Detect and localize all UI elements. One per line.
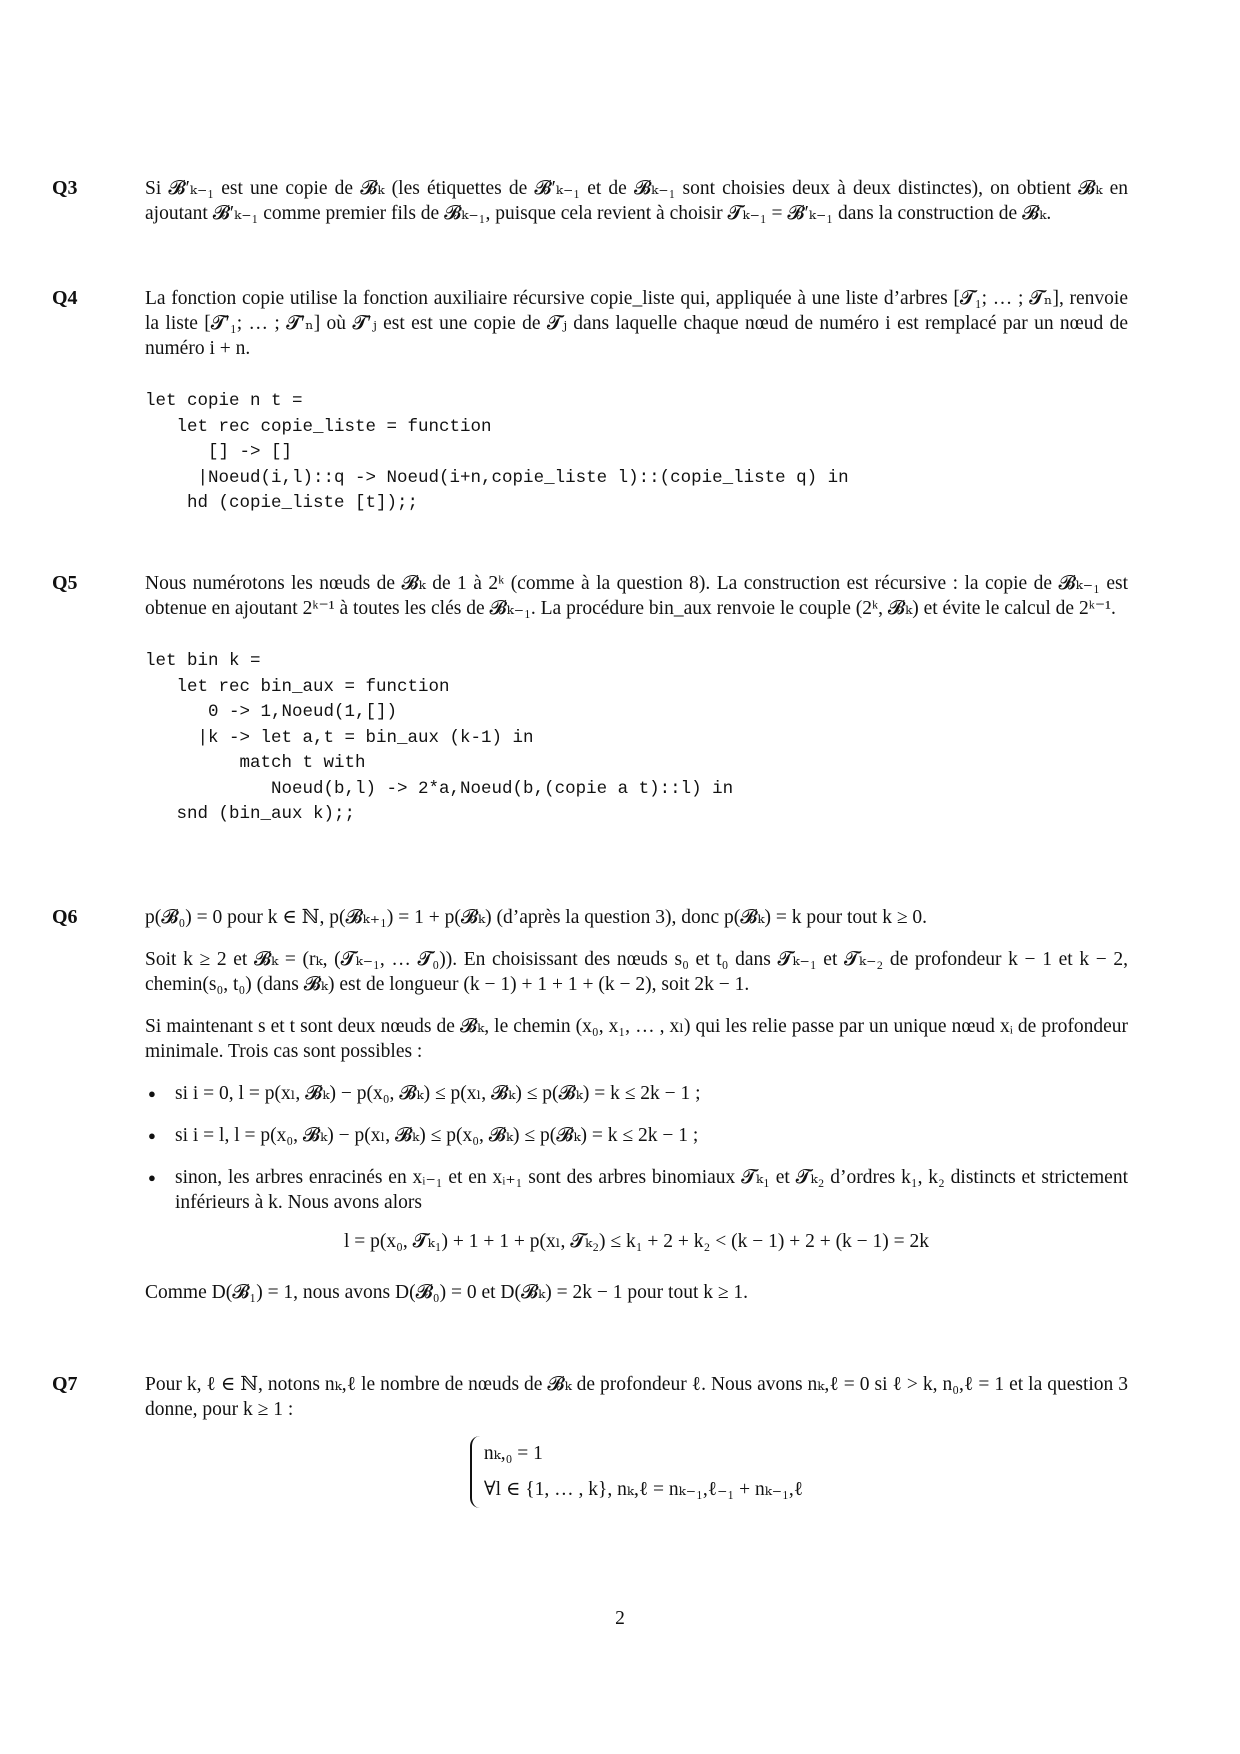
case-list xyxy=(145,1081,1128,1215)
paragraph: Comme D(𝓑₁) = 1, nous avons D(𝓑₀) = 0 et D(𝓑ₖ) = 2k − 1 pour tout k ≥ 1. xyxy=(145,1282,749,1303)
paragraph: Pour k, ℓ ∈ ℕ, notons nₖ,ℓ le nombre de nœuds de 𝓑ₖ de profondeur ℓ. Nous avons nₖ,ℓ = 0 si ℓ > k, n₀,ℓ = 1 et la question 3 donne, pour k ≥ 1 : xyxy=(145,1374,1128,1420)
list-item: ● si i = 0, l = p(xₗ, 𝓑ₖ) − p(x₀, 𝓑ₖ) ≤ p(xₗ, 𝓑ₖ) ≤ p(𝓑ₖ) = k ≤ 2k − 1 ; xyxy=(175,1081,1128,1106)
equation-line: ∀l ∈ {1, … , k}, nₖ,ℓ = nₖ₋₁,ℓ₋₁ + nₖ₋₁,ℓ xyxy=(483,1479,804,1500)
list-item: ● sinon, les arbres enracinés en xᵢ₋₁ et en xᵢ₊₁ sont des arbres binomiaux 𝓣ₖ₁ et 𝓣ₖ₂ d’ordres k₁, k₂ distincts et strictement inférieurs à k. Nous avons alors xyxy=(175,1165,1128,1215)
question-label: Q4 xyxy=(52,287,78,309)
paragraph: Si 𝓑′ₖ₋₁ est une copie de 𝓑ₖ (les étiquettes de 𝓑′ₖ₋₁ et de 𝓑ₖ₋₁ sont choisies deux à deux distinctes), on obtient 𝓑ₖ en ajoutant 𝓑′ₖ₋₁ comme premier fils de 𝓑ₖ₋₁, puisque cela revient à choisir 𝓣ₖ₋₁ = 𝓑′ₖ₋₁ dans la construction de 𝓑ₖ. xyxy=(145,178,1128,224)
equation-line: nₖ,₀ = 1 xyxy=(483,1443,543,1464)
paragraph: p(𝓑₀) = 0 pour k ∈ ℕ, p(𝓑ₖ₊₁) = 1 + p(𝓑ₖ) (d’après la question 3), donc p(𝓑ₖ) = k pour tout k ≥ 0. xyxy=(145,907,928,928)
paragraph: Si maintenant s et t sont deux nœuds de 𝓑ₖ, le chemin (x₀, x₁, … , xₗ) qui les relie passe par un unique nœud xᵢ de profondeur minimale. Trois cas sont possibles : xyxy=(145,1016,1128,1062)
question-label: Q7 xyxy=(52,1373,78,1395)
paragraph: Soit k ≥ 2 et 𝓑ₖ = (rₖ, (𝓣ₖ₋₁, … 𝓣₀)). En choisissant des nœuds s₀ et t₀ dans 𝓣ₖ₋₁ et 𝓣ₖ₋₂ de profondeur k − 1 et k − 2, chemin(s₀, t₀) (dans 𝓑ₖ) est de longueur (k − 1) + 1 + 1 + (k − 2), soit 2k − 1. xyxy=(145,949,1128,995)
list-item: ● si i = l, l = p(x₀, 𝓑ₖ) − p(xₗ, 𝓑ₖ) ≤ p(x₀, 𝓑ₖ) ≤ p(𝓑ₖ) = k ≤ 2k − 1 ; xyxy=(175,1123,1128,1148)
question-label: Q3 xyxy=(52,177,78,199)
equation-system xyxy=(470,1436,803,1508)
code-block: let bin k = let rec bin_aux = function 0 -> 1,Noeud(1,[]) |k -> let a,t = bin_aux (k-1) in match t with Noeud(b,l) -> 2*a,Noeud(b,(copie a t)::l) in snd (bin_aux k);; xyxy=(145,651,734,824)
page-number: 2 xyxy=(615,1608,625,1629)
question-label: Q6 xyxy=(52,906,78,928)
code-block: let copie n t = let rec copie_liste = function [] -> [] |Noeud(i,l)::q -> Noeud(i+n,copie_liste l)::(copie_liste q) in hd (copie_liste [t]);; xyxy=(145,391,849,513)
paragraph: Nous numérotons les nœuds de 𝓑ₖ de 1 à 2ᵏ (comme à la question 8). La construction est récursive : la copie de 𝓑ₖ₋₁ est obtenue en ajoutant 2ᵏ⁻¹ à toutes les clés de 𝓑ₖ₋₁. La procédure bin_aux renvoie le couple (2ᵏ, 𝓑ₖ) et évite le calcul de 2ᵏ⁻¹. xyxy=(145,573,1128,619)
question-label: Q5 xyxy=(52,572,78,594)
paragraph: La fonction copie utilise la fonction auxiliaire récursive copie_liste qui, appliquée à une liste d’arbres [𝓣₁; … ; 𝓣ₙ], renvoie la liste [𝓣′₁; … ; 𝓣′ₙ] où 𝓣′ⱼ est est une copie de 𝓣ⱼ dans laquelle chaque nœud de numéro i est remplacé par un nœud de numéro i + n. xyxy=(145,288,1128,359)
equation: l = p(x₀, 𝓣ₖ₁) + 1 + 1 + p(xₗ, 𝓣ₖ₂) ≤ k₁ + 2 + k₂ < (k − 1) + 2 + (k − 1) = 2k xyxy=(343,1231,930,1252)
